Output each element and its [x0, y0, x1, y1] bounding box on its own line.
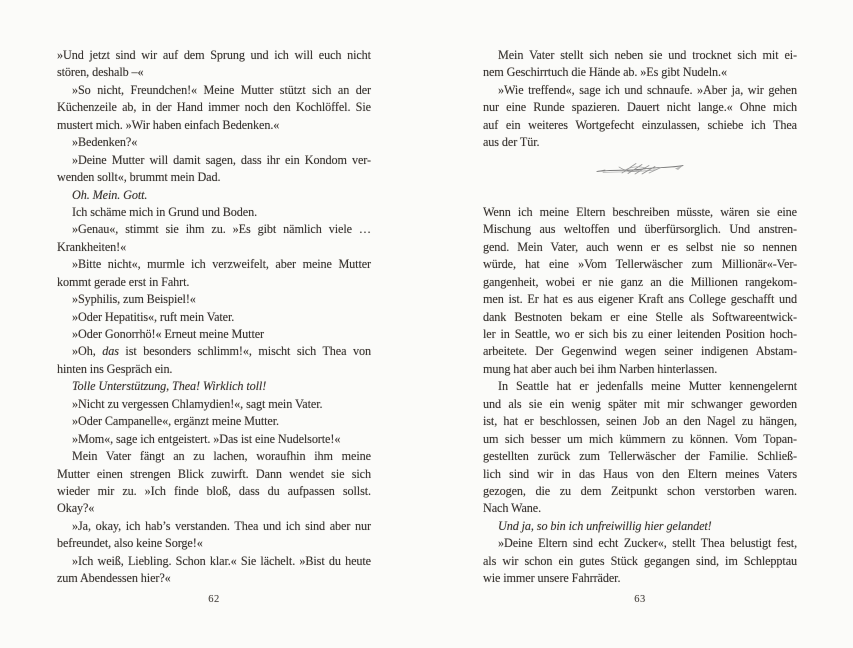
text-line: men ist. Er hat es aus eigener Kraft ans College geschafft und [483, 292, 798, 307]
text-line: ler in Seattle, wo er sich bis zu einer leitenden Position hoch- [483, 327, 798, 342]
text-line: Küchenzeile ab, in der Hand immer noch den Kochlöffel. Sie [57, 100, 371, 115]
text-line: »Deine Eltern sind echt Zucker«, stellt Thea belustigt fest, [498, 536, 798, 551]
text-line: mustert mich. »Wir haben einfach Bedenken.« [57, 117, 280, 132]
paragraph [483, 518, 797, 535]
paragraph [57, 291, 371, 308]
text-line: »Oder Gonorrhö!« Erneut meine Mutter [72, 327, 265, 341]
paragraph [57, 413, 371, 430]
text-line: befreundet, also keine Sorge!« [57, 536, 203, 551]
text-line: »Ich weiß, Liebling. Schon klar.« Sie lächelt. »Bist du heute [72, 553, 371, 568]
paragraph [57, 396, 371, 413]
text-line: »So nicht, Freundchen!« Meine Mutter stützt sich an der [72, 82, 371, 97]
text-line: In Seattle hat er jedenfalls meine Mutter kennengelernt [498, 379, 797, 394]
paragraph [57, 187, 371, 204]
text-line: »Deine Mutter will damit sagen, dass ihr ein Kondom ver- [72, 152, 371, 167]
text-line: gestellten zurück zum Tellerwäscher der Familie. Schließ- [483, 449, 798, 464]
text-line: Mein Vater fängt an zu lachen, woraufhin ihm meine [72, 449, 371, 464]
paragraph [57, 518, 371, 553]
text-line: zum Abendessen hier?« [57, 571, 171, 586]
paragraph [57, 152, 371, 187]
text-line: »Genau«, stimmt sie ihm zu. »Es gibt nämlich viele … [72, 222, 371, 237]
paragraph [57, 256, 371, 291]
text-line: Tolle Unterstützung, Thea! Wirklich toll! [72, 379, 267, 394]
text-line: Mutter einen strengen Blick zuwirft. Dann wendet sie sich [57, 466, 371, 481]
text-line: »Syphilis, zum Beispiel!« [72, 292, 196, 307]
paragraph [57, 448, 371, 518]
paragraph [483, 535, 797, 587]
text-line: und als sie ein wenig später mit mir schwanger geworden [483, 396, 797, 411]
text-line: »Nicht zu vergessen Chlamydien!«, sagt mein Vater. [72, 396, 323, 411]
text-line: Nach Wane. [483, 501, 542, 516]
paragraph [57, 221, 371, 256]
text-line: »Oh, das ist besonders schlimm!«, mischt sich Thea von [72, 344, 371, 359]
text-line: nur eine Runde spazieren. Dauert nicht lange.« Ohne mich [483, 100, 798, 115]
text-line: »Bedenken?« [72, 135, 138, 150]
text-line: Mischung aus weltoffen und überfürsorglich. Und anstren- [483, 222, 797, 237]
paragraph [483, 82, 797, 152]
book-page-right [483, 0, 797, 648]
text-line: »Und jetzt sind wir auf dem Sprung und ich will euch nicht [57, 48, 371, 62]
text-line: gend. Mein Vater, auch wenn er es selbst nie so nennen [483, 239, 797, 254]
text-line: arbeitete. Der Gegenwind wegen seiner indigenen Abstam- [483, 344, 797, 359]
page-text-left [57, 47, 371, 588]
text-line: um sich besser um mich kümmern zu können. Vom Topan- [483, 431, 797, 446]
paragraph [483, 378, 797, 518]
book-page-left [57, 0, 371, 648]
text-line: gangenheit, wobei er nie ganz an die Millionen rangekom- [483, 274, 798, 289]
text-line: lich sind wir in das Haus von den Eltern meines Vaters [483, 466, 797, 481]
section-divider-ornament [483, 152, 797, 204]
text-line: gezogen, die zu dem Zeitpunkt schon verstorben waren. [483, 483, 797, 498]
paragraph [57, 326, 371, 343]
page-text-right [483, 47, 797, 588]
text-line: auf ein weiteres Wortgefecht einzulassen, schiebe ich Thea [483, 117, 797, 132]
text-line: Ich schäme mich in Grund und Boden. [72, 204, 258, 219]
text-line: stören, deshalb –« [57, 65, 144, 80]
paragraph [57, 343, 371, 378]
paragraph [57, 82, 371, 134]
text-line: Oh. Mein. Gott. [72, 187, 148, 202]
text-line: »Ja, okay, ich hab’s verstanden. Thea und ich sind aber nur [72, 518, 372, 533]
text-line: »Bitte nicht«, murmle ich verzweifelt, aber meine Mutter [72, 257, 372, 272]
text-line: wieder mir zu. »Ich finde bloß, dass du aufpassen sollst. [57, 483, 371, 498]
text-line: kommt gerade erst in Fahrt. [57, 274, 190, 289]
paragraph [57, 378, 371, 395]
text-line: aus der Tür. [483, 135, 540, 150]
divider-ornament-icon [595, 159, 685, 178]
paragraph [57, 204, 371, 221]
paragraph [483, 47, 797, 82]
text-line: »Oder Campanelle«, ergänzt meine Mutter. [72, 414, 279, 429]
paragraph [57, 431, 371, 448]
paragraph [57, 309, 371, 326]
paragraph [57, 553, 371, 588]
text-line: Mein Vater stellt sich neben sie und trocknet sich mit ei- [498, 48, 798, 62]
text-line: nem Geschirrtuch die Hände ab. »Es gibt Nudeln.« [483, 65, 727, 80]
text-line: Okay?« [57, 501, 95, 516]
text-line: hinten ins Gespräch ein. [57, 361, 173, 376]
text-line: wie immer unsere Fahrräder. [483, 571, 621, 586]
paragraph [483, 204, 797, 378]
text-line: »Oder Hepatitis«, ruft mein Vater. [72, 309, 235, 324]
text-line: als wir schon ein gutes Stück gegangen sind, im Schlepptau [483, 553, 798, 568]
text-line: Und ja, so bin ich unfreiwillig hier gelandet! [498, 518, 712, 533]
paragraph [57, 47, 371, 82]
page-number-right: 63 [634, 594, 646, 605]
text-line: würde, hat eine »Vom Tellerwäscher zum Millionär«-Ver- [483, 257, 797, 272]
text-line: dank Bestnoten bekam er eine Stelle als Softwareentwick- [483, 309, 797, 324]
text-line: mung hat aber auch bei ihm Narben hinterlassen. [483, 361, 718, 376]
text-line: ist, hat er beschlossen, seinen Job an den Nagel zu hängen, [483, 414, 797, 429]
text-line: Krankheiten!« [57, 239, 127, 254]
text-line: wenden sollt«, brummt mein Dad. [57, 170, 221, 185]
text-line: »Wie treffend«, sage ich und schnaufe. »Aber ja, wir gehen [498, 82, 797, 97]
text-line: Wenn ich meine Eltern beschreiben müsste, wären sie eine [483, 204, 797, 219]
page-number-left: 62 [208, 594, 220, 605]
text-line: »Mom«, sage ich entgeistert. »Das ist eine Nudelsorte!« [72, 431, 341, 446]
paragraph [57, 134, 371, 151]
